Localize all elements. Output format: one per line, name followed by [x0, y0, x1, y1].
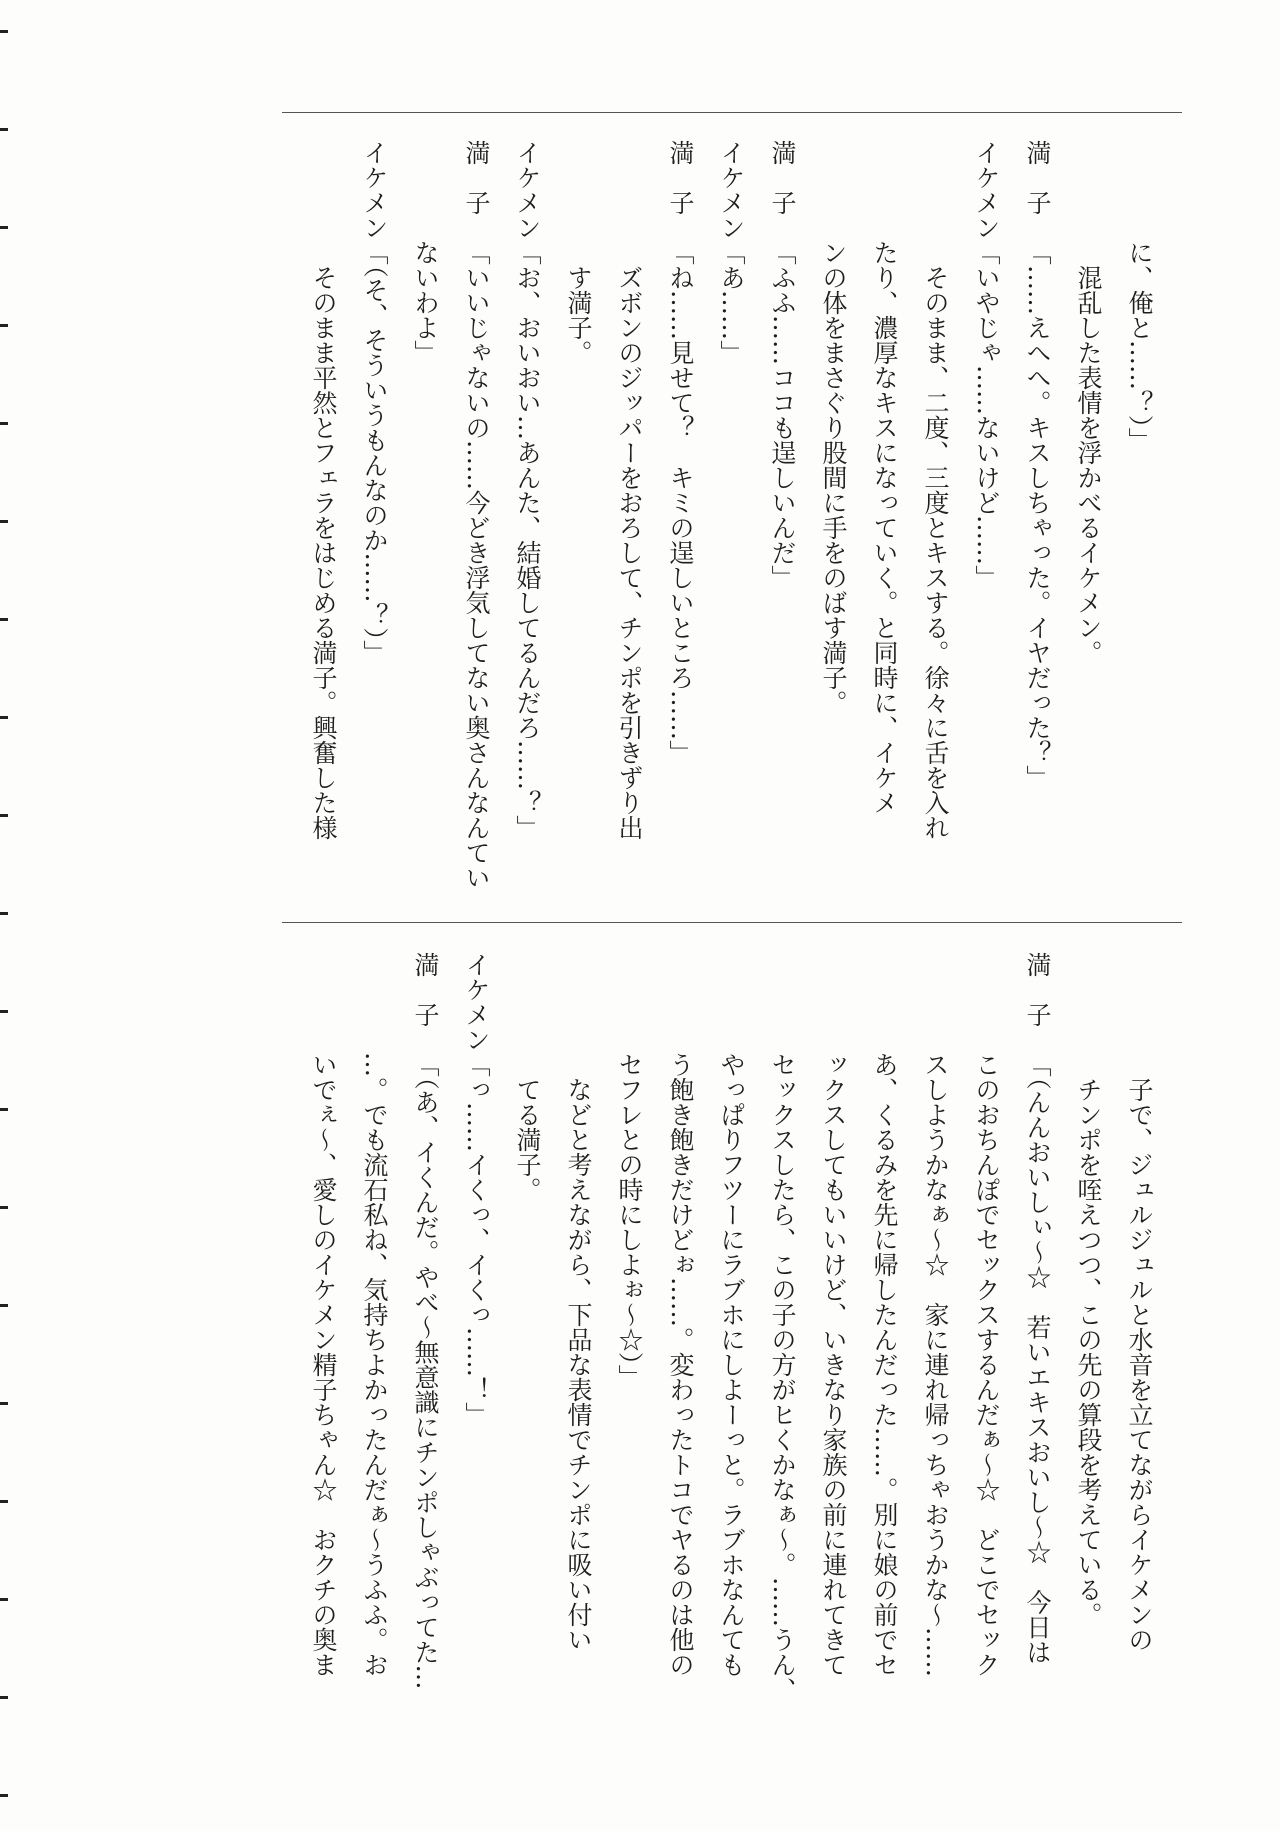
line-text: す満子。: [564, 265, 593, 365]
line-text: ンの体をまさぐり股間に手をのばす満子。: [819, 240, 848, 715]
line-text: 「（あ、イくんだ。やべ〜無意識にチンポしゃぶってた…: [411, 1052, 440, 1690]
speaker-name: 満 子: [462, 140, 491, 215]
line-text: てる満子。: [513, 1077, 542, 1202]
scan-mark: [0, 128, 8, 131]
line-text: 「っ……イくっ、イくっ……！」: [462, 1052, 491, 1427]
line-text: このおちんぽでセックスするんだぁ〜☆ どこでセック: [972, 1052, 1001, 1677]
continuation-line: [859, 140, 910, 815]
narration-line: [553, 140, 604, 365]
line-text: う飽き飽きだけどぉ……。変わったトコでヤるのは他の: [666, 1052, 695, 1677]
line-text: 「あ……」: [717, 240, 746, 365]
continuation-line: [961, 952, 1012, 1677]
speaker-name: 満 子: [1023, 952, 1052, 1027]
bottom-text-section: [298, 952, 1165, 1702]
scan-mark: [0, 1402, 8, 1405]
line-text: ズボンのジッパーをおろして、チンポを引きずり出: [615, 265, 644, 840]
narration-line: [1114, 952, 1165, 1652]
speaker-name: 満 子: [1023, 140, 1052, 215]
continuation-line: [808, 952, 859, 1677]
scan-mark: [0, 1598, 8, 1601]
line-text: 「ふふ……ココも逞しいんだ」: [768, 240, 797, 590]
narration-line: [604, 140, 655, 840]
scan-mark: [0, 716, 8, 719]
dialogue-line: [451, 952, 502, 1427]
line-text: いでぇ〜、愛しのイケメン精子ちゃん☆ おクチの奥ま: [309, 1052, 338, 1677]
dialogue-line: [757, 140, 808, 590]
speaker-name: イケメン: [972, 140, 1001, 240]
speaker-name: 満 子: [411, 952, 440, 1027]
line-text: 「（そ、そういうもんなのか……？）」: [360, 240, 389, 665]
continuation-line: [349, 952, 400, 1677]
line-text: そのまま平然とフェラをはじめる満子。興奮した様: [309, 265, 338, 840]
line-text: チンポを咥えつつ、この先の算段を考えている。: [1074, 1077, 1103, 1627]
narration-line: [1063, 952, 1114, 1627]
line-text: セフレとの時にしよぉ〜☆）」: [615, 1052, 644, 1390]
continuation-line: [655, 952, 706, 1677]
dialogue-line: [655, 140, 706, 765]
scan-mark: [0, 30, 8, 33]
line-text: スしようかなぁ〜☆ 家に連れ帰っちゃおうかな〜……: [921, 1052, 950, 1677]
dialogue-line: [451, 140, 502, 890]
line-text: などと考えながら、下品な表情でチンポに吸い付い: [564, 1077, 593, 1652]
narration-line: [502, 952, 553, 1202]
line-text: 「お、おいおい…あんた、結婚してるんだろ……？」: [513, 240, 542, 840]
scan-mark: [0, 520, 8, 523]
continuation-line: [400, 140, 451, 365]
scan-mark: [0, 1794, 8, 1797]
scan-mark: [0, 324, 8, 327]
top-text-section: [298, 140, 1165, 890]
line-text: …。でも流石私ね、気持ちよかったんだぁ〜うふふ。お: [360, 1052, 389, 1677]
scan-mark: [0, 422, 8, 425]
continuation-line: [298, 952, 349, 1677]
narration-line: [910, 140, 961, 840]
dialogue-line: [1012, 140, 1063, 790]
scan-mark: [0, 1108, 8, 1111]
line-text: 「いいじゃないの……今どき浮気してない奥さんなんてい: [462, 240, 491, 890]
scan-mark: [0, 226, 8, 229]
scan-mark: [0, 1500, 8, 1503]
line-text: ックスしてもいいけど、いきなり家族の前に連れてきて: [819, 1052, 848, 1677]
dialogue-line: [349, 140, 400, 665]
continuation-line: [1114, 140, 1165, 453]
dialogue-line: [502, 140, 553, 840]
continuation-line: [859, 952, 910, 1677]
dialogue-line: [961, 140, 1012, 590]
line-text: に、俺と……？）」: [1125, 240, 1154, 453]
scan-mark: [0, 1206, 8, 1209]
continuation-line: [604, 952, 655, 1390]
speaker-name: イケメン: [462, 952, 491, 1052]
speaker-name: 満 子: [768, 140, 797, 215]
dialogue-line: [706, 140, 757, 365]
continuation-line: [808, 140, 859, 715]
scan-mark: [0, 1304, 8, 1307]
speaker-name: イケメン: [717, 140, 746, 240]
line-text: 「……えへへ。キスしちゃった。イヤだった？」: [1023, 240, 1052, 790]
speaker-name: イケメン: [360, 140, 389, 240]
narration-line: [553, 952, 604, 1652]
scan-mark: [0, 814, 8, 817]
scan-mark: [0, 618, 8, 621]
line-text: 子で、ジュルジュルと水音を立てながらイケメンの: [1125, 1077, 1154, 1652]
line-text: 「（んんおいしぃ〜☆ 若いエキスおいし〜☆ 今日は: [1023, 1052, 1052, 1665]
top-divider-rule: [282, 112, 1182, 113]
speaker-name: 満 子: [666, 140, 695, 215]
line-text: セックスしたら、この子の方がヒくかなぁ〜。……うん、: [768, 1052, 797, 1702]
line-text: 「いやじゃ……ないけど……」: [972, 240, 1001, 590]
continuation-line: [757, 952, 808, 1702]
scan-mark: [0, 1696, 8, 1699]
line-text: あ、くるみを先に帰したんだった……。別に娘の前でセ: [870, 1052, 899, 1677]
scan-mark: [0, 1010, 8, 1013]
line-text: 混乱した表情を浮かべるイケメン。: [1074, 265, 1103, 665]
speaker-name: イケメン: [513, 140, 542, 240]
scan-mark: [0, 912, 8, 915]
continuation-line: [706, 952, 757, 1677]
narration-line: [1063, 140, 1114, 665]
line-text: そのまま、二度、三度とキスする。徐々に舌を入れ: [921, 265, 950, 840]
bottom-divider-rule: [282, 922, 1182, 923]
line-text: やっぱりフツーにラブホにしよーっと。ラブホなんても: [717, 1052, 746, 1677]
narration-line: [298, 140, 349, 840]
dialogue-line: [1012, 952, 1063, 1665]
line-text: たり、濃厚なキスになっていく。と同時に、イケメ: [870, 240, 899, 815]
continuation-line: [910, 952, 961, 1677]
dialogue-line: [400, 952, 451, 1690]
line-text: ないわよ」: [411, 240, 440, 365]
line-text: 「ね……見せて？ キミの逞しいところ……」: [666, 240, 695, 765]
